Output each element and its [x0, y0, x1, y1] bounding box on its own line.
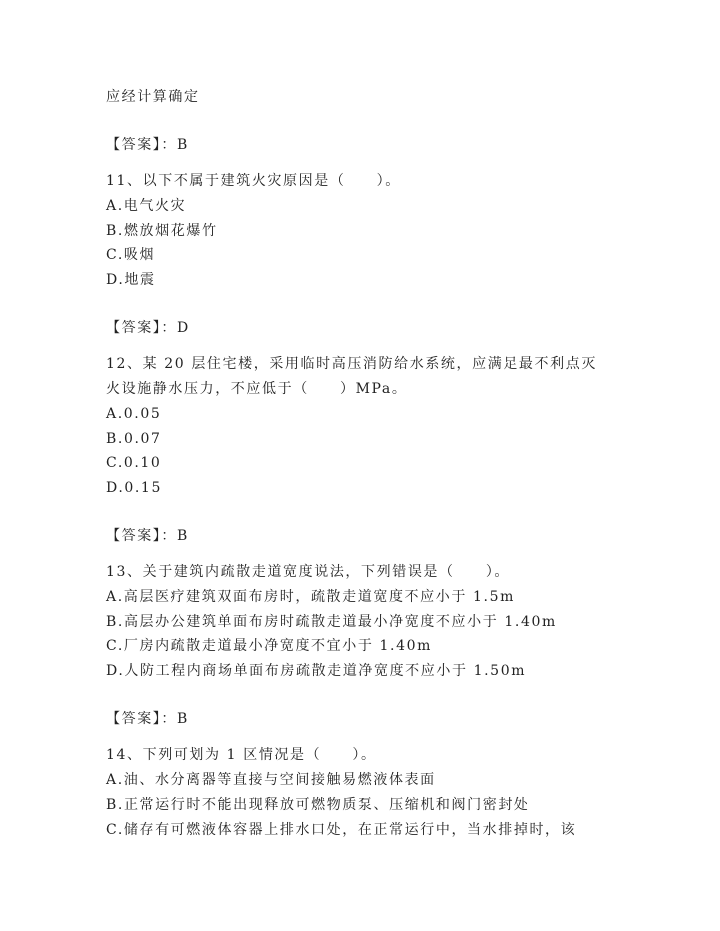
text-line-continuation: 应经计算确定	[106, 89, 200, 105]
option-a: A.高层医疗建筑双面布房时，疏散走道宽度不应小于 1.5m	[106, 589, 515, 605]
option-a: A.电气火灾	[106, 198, 187, 214]
answer-line: 【答案】：D	[106, 320, 190, 336]
option-c: C.0.10	[106, 455, 162, 471]
option-b: B.0.07	[106, 431, 162, 447]
option-c: C.厂房内疏散走道最小净宽度不宜小于 1.40m	[106, 638, 432, 654]
question-14: 14、下列可划为 1 区情况是（ ）。	[106, 747, 377, 763]
answer-line: 【答案】：B	[106, 711, 189, 727]
question-12-line-1: 12、某 20 层住宅楼，采用临时高压消防给水系统，应满足最不利点灭	[106, 356, 597, 372]
option-c: C.储存有可燃液体容器上排水口处，在正常运行中，当水排掉时，该	[106, 822, 577, 838]
option-d: D.人防工程内商场单面布房疏散走道净宽度不应小于 1.50m	[106, 663, 527, 679]
option-d: D.0.15	[106, 480, 162, 496]
option-a: A.油、水分离器等直接与空间接触易燃液体表面	[106, 772, 436, 788]
option-b: B.高层办公建筑单面布房时疏散走道最小净宽度不应小于 1.40m	[106, 614, 557, 630]
question-11: 11、以下不属于建筑火灾原因是（ ）。	[106, 173, 401, 189]
option-b: B.正常运行时不能出现释放可燃物质泵、压缩机和阀门密封处	[106, 797, 530, 813]
option-b: B.燃放烟花爆竹	[106, 223, 218, 239]
option-c: C.吸烟	[106, 247, 156, 263]
answer-line: 【答案】：B	[106, 528, 189, 544]
option-a: A.0.05	[106, 406, 162, 422]
option-d: D.地震	[106, 272, 156, 288]
answer-line: 【答案】：B	[106, 137, 189, 153]
question-13: 13、关于建筑内疏散走道宽度说法，下列错误是（ ）。	[106, 564, 511, 580]
question-12-line-2: 火设施静水压力，不应低于（ ）MPa。	[106, 381, 408, 397]
